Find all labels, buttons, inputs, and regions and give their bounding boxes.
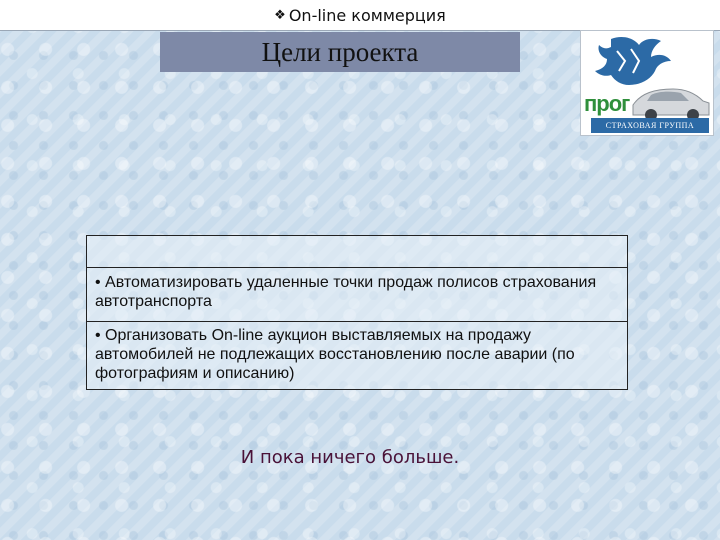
- header-bar: [0, 0, 720, 31]
- slide-title-box: [160, 32, 520, 72]
- diamond-bullet-icon: ❖: [274, 7, 286, 23]
- goals-table: [86, 235, 628, 390]
- closing-note: И пока ничего больше.: [240, 447, 460, 468]
- company-logo: [580, 30, 714, 136]
- goal-item-2: • Организовать On-line аукцион выставляемых на продажу автомобилей не подлежащих восстановлению после аварии (по фотографиям и описанию): [95, 327, 575, 382]
- logo-tagline: СТРАХОВАЯ ГРУППА: [591, 118, 709, 133]
- header-title: On-line коммерция: [288, 5, 446, 25]
- goals-table-header-row: [87, 236, 627, 268]
- goals-table-row: [87, 268, 627, 322]
- slide-title: Цели проекта: [261, 36, 419, 67]
- logo-brand-text: прог: [584, 91, 630, 116]
- goals-table-row: [87, 322, 627, 389]
- goal-item-1: • Автоматизировать удаленные точки продаж полисов страхования автотранспорта: [95, 274, 597, 310]
